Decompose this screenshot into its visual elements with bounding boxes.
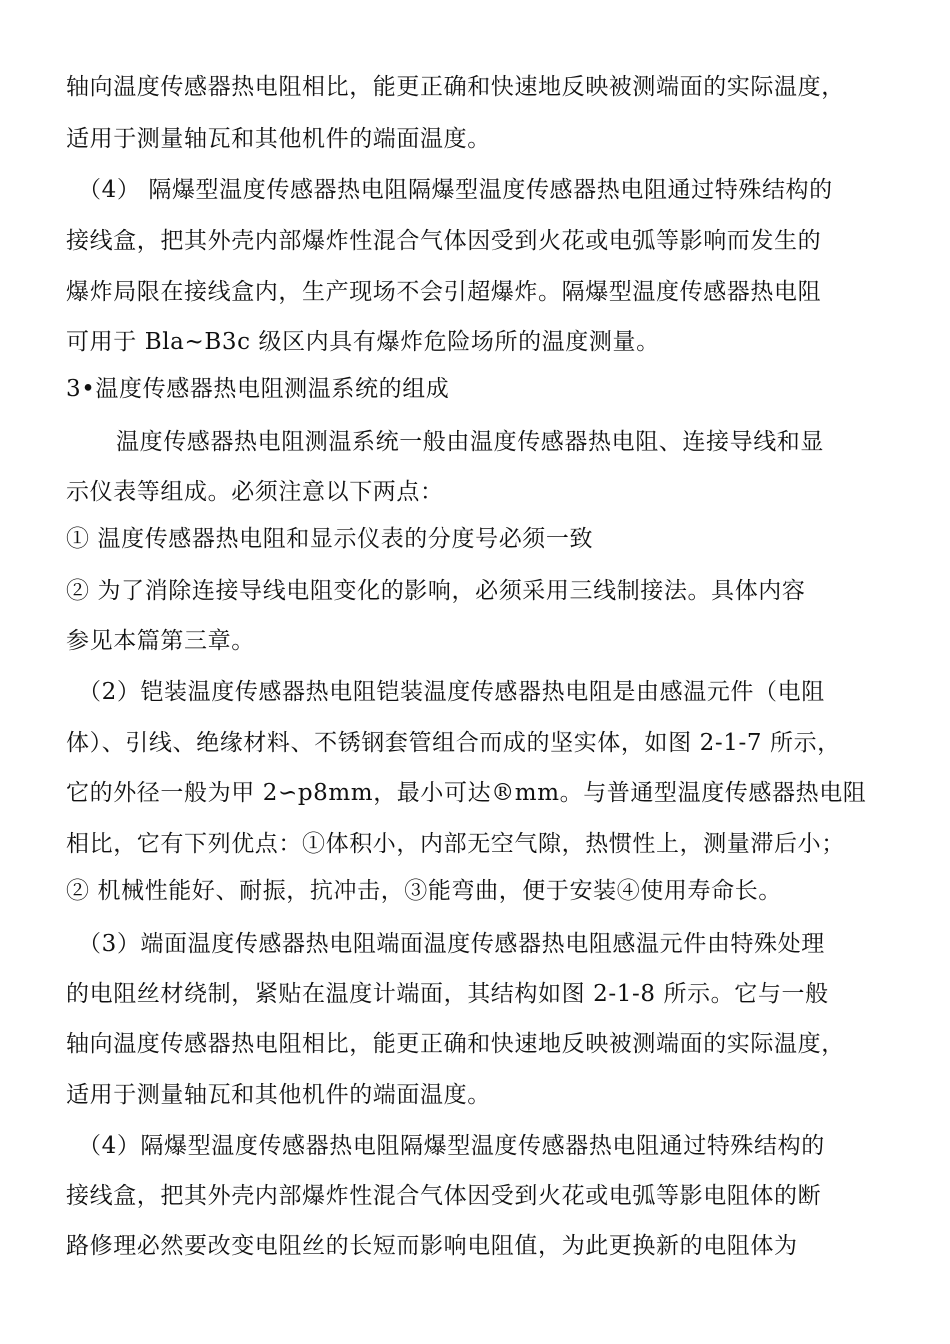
text-line: 示仪表等组成。必须注意以下两点： [66,479,444,505]
text-line: ② 机械性能好、耐振，抗冲击，③能弯曲，便于安装④使用寿命长。 [66,878,782,904]
text-line: 接线盒，把其外壳内部爆炸性混合气体因受到火花或电弧等影响而发生的 [66,228,822,254]
text-line: 轴向温度传感器热电阻相比，能更正确和快速地反映被测端面的实际温度， [66,74,845,100]
text-line: 可用于 Bla~B3c 级区内具有爆炸危险场所的温度测量。 [66,329,660,355]
text-line: （2）铠装温度传感器热电阻铠装温度传感器热电阻是由感温元件（电阻 [78,679,825,705]
text-line: 它的外径一般为甲 2∽p8mm，最小可达®mm。与普通型温度传感器热电阻 [66,780,867,806]
text-line: （3）端面温度传感器热电阻端面温度传感器热电阻感温元件由特殊处理 [78,931,825,957]
text-line: 适用于测量轴瓦和其他机件的端面温度。 [66,1082,491,1108]
text-line: 参见本篇第三章。 [66,628,255,654]
text-line: 相比，它有下列优点：①体积小，内部无空气隙，热惯性上，测量滞后小； [66,831,845,857]
list-item: ① 温度传感器热电阻和显示仪表的分度号必须一致 [66,526,594,552]
text-line: 接线盒，把其外壳内部爆炸性混合气体因受到火花或电弧等影电阻体的断 [66,1183,822,1209]
text-line: 爆炸局限在接线盒内，生产现场不会引超爆炸。隔爆型温度传感器热电阻 [66,279,822,305]
text-line: 轴向温度传感器热电阻相比，能更正确和快速地反映被测端面的实际温度， [66,1031,845,1057]
text-line: （4）隔爆型温度传感器热电阻隔爆型温度传感器热电阻通过特殊结构的 [78,1133,825,1159]
section-heading: 3•温度传感器热电阻测温系统的组成 [66,376,450,402]
text-line: 适用于测量轴瓦和其他机件的端面温度。 [66,126,491,152]
text-line: 温度传感器热电阻测温系统一般由温度传感器热电阻、连接导线和显 [116,429,824,455]
text-line: 路修理必然要改变电阻丝的长短而影响电阻值，为此更换新的电阻体为 [66,1233,798,1259]
text-line: （4） 隔爆型温度传感器热电阻隔爆型温度传感器热电阻通过特殊结构的 [78,177,833,203]
list-item: ② 为了消除连接导线电阻变化的影响，必须采用三线制接法。具体内容 [66,578,806,604]
text-line: 的电阻丝材绕制，紧贴在温度计端面，其结构如图 2-1-8 所示。它与一般 [66,981,829,1007]
text-line: 体）、引线、绝缘材料、不锈钢套管组合而成的坚实体，如图 2-1-7 所示， [66,730,841,756]
